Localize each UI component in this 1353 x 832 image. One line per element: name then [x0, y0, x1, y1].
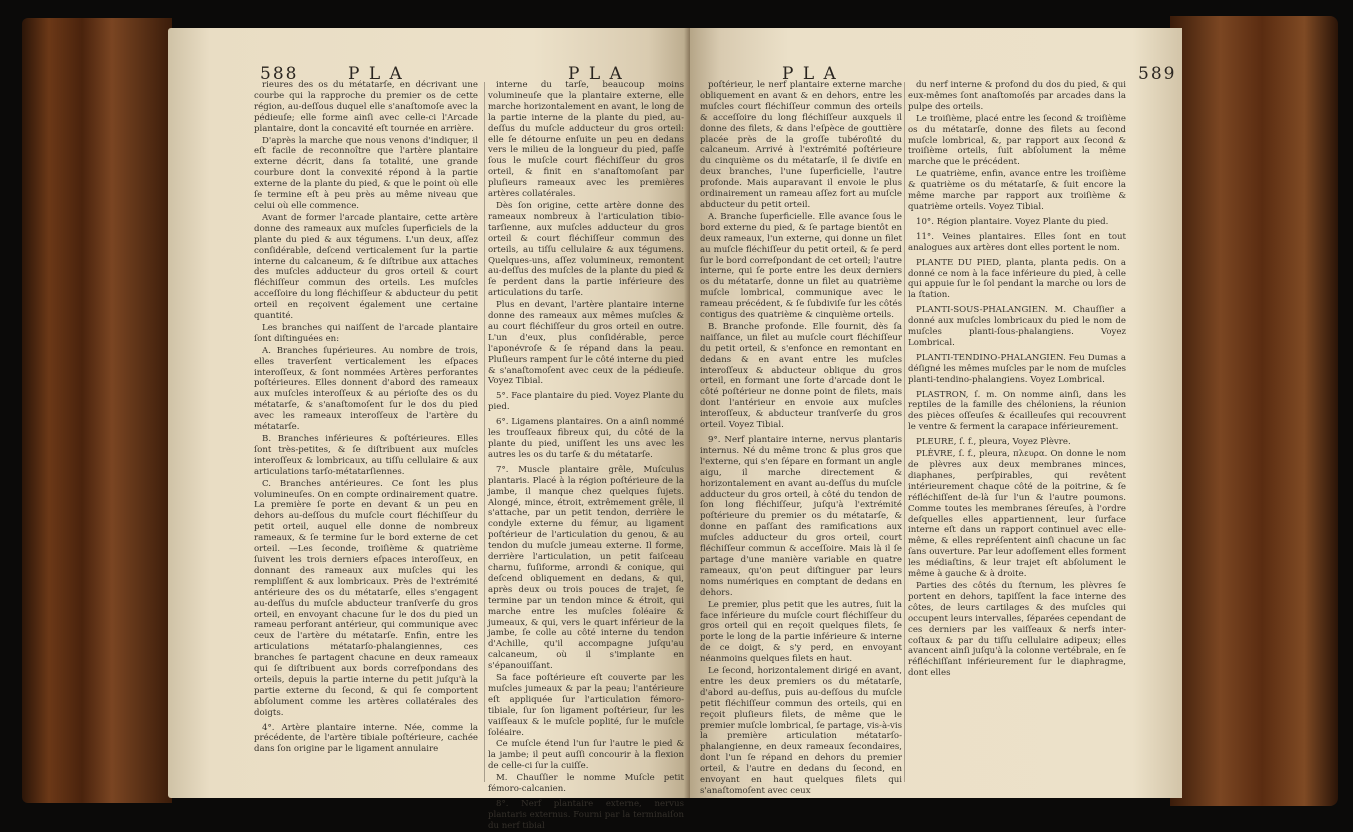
paragraph: Le ſecond, horizontalement dirigé en avant, entre les deux premiers os du métatarſe, d'abord au-deſſus, puis au-deſſous du muſcle petit fléchiſſeur commun des orteils, qui en reçoit pluſieurs filets, de même que le premier muſcle lombrical, ſe partage, vis-à-vis la première articulation métatarſo-phalangienne, en deux rameaux ſecondaires, dont l'un ſe répand en dehors du premier orteil, & l'autre en dedans du ſecond, en envoyant en haut quelques filets qui s'anaſtomoſent avec ceux [700, 666, 902, 796]
paragraph: M. Chauſſier le nomme Muſcle petit fémoro-calcanien. [488, 773, 684, 795]
column-rule [484, 82, 485, 782]
right-page [690, 28, 1182, 798]
paragraph: Le premier, plus petit que les autres, ſuit la face inférieure du muſcle court fléchiſſeur du gros orteil qui en reçoit quelques filets, ſe porte le long de la partie inférieure & interne de ce doigt, & s'y perd, en envoyant néanmoins quelques filets en haut. [700, 599, 902, 665]
right-column-1 [700, 80, 902, 796]
paragraph: interne du tarſe, beaucoup moins volumineuſe que la plantaire externe, elle marche horizontalement en avant, le long de la partie interne de la plante du pied, au-deſſus du muſcle adducteur du gros orteil: elle ſe détourne enſuite un peu en dedans vers le milieu de la longueur du pied, paſſe ſous le muſcle court fléchiſſeur du gros orteil, & finit en s'anaſtomoſant par pluſieurs rameaux avec les premières artères collatérales. [488, 80, 684, 200]
paragraph: 5°. Face plantaire du pied. Voyez Plante du pied. [488, 391, 684, 413]
right-page-number: 589 [1138, 64, 1177, 84]
column-rule [904, 82, 905, 782]
left-page [168, 28, 690, 831]
left-column-1 [254, 80, 478, 785]
paragraph: PLANTI-TENDINO-PHALANGIEN. Feu Dumas a déſigné les mêmes muſcles par le nom de muſcles planti-tendino-phalangiens. Voyez Lombrical. [908, 352, 1126, 385]
paragraph: Sa face poſtérieure eſt couverte par les muſcles jumeaux & par la peau; l'antérieure eſt appliquée ſur l'articulation fémoro-tibiale, ſur ſon ligament poſtérieur, ſur les vaiſſeaux & le muſcle poplité, ſur le muſcle ſoléaire. [488, 673, 684, 738]
paragraph: B. Branches inférieures & poſtérieures. Elles ſont très-petites, & ſe diſtribuent aux muſcles interoſſeux & lombricaux, au tiſſu cellulaire & aux articulations tarſo-métatarſiennes. [254, 434, 478, 477]
right-column-2 [908, 80, 1126, 785]
left-running-head-center: P L A [568, 64, 624, 84]
paragraph: A. Branches ſupérieures. Au nombre de trois, elles traverſent verticalement les eſpaces interoſſeux, & ſont nommées Artères perforantes poſtérieures. Elles donnent d'abord des rameaux aux muſcles interoſſeux & au périoſte des os du métatarſe, & s'anaſtomoſent ſur le dos du pied avec les rameaux interoſſeux de l'artère du métatarſe. [254, 345, 478, 433]
paragraph: PLASTRON, ſ. m. On nomme ainſi, dans les reptiles de la famille des chéloniens, la réunion des pièces oſſeuſes & écailleuſes qui recouvrent le ventre & ferment la carapace inférieurement. [908, 389, 1126, 433]
paragraph: PLEURE, ſ. f., pleura, Voyez Plèvre. [916, 437, 1071, 448]
paragraph: 6°. Ligamens plantaires. On a ainſi nommé les trouſſeaux fibreux qui, du côté de la plante du pied, uniſſent les uns avec les autres les os du tarſe & du métatarſe. [488, 417, 684, 460]
paragraph: A. Branche ſuperficielle. Elle avance ſous le bord externe du pied, & ſe partage bientôt en deux rameaux, l'un externe, qui donne un filet au muſcle fléchiſſeur du petit orteil, & ſe perd ſur le bord correſpondant de cet orteil; l'autre interne, qui ſe porte entre les deux derniers os du métatarſe, donne un filet au quatrième muſcle lombrical, communique avec le rameau précédent, & ſe ſubdiviſe ſur les côtés contigus des quatrième & cinquième orteils. [700, 211, 902, 321]
left-running-head: P L A [348, 64, 404, 84]
paragraph: Avant de former l'arcade plantaire, cette artère donne des rameaux aux muſcles ſuperficiels de la plante du pied & aux tégumens. L'un deux, aſſez conſidérable, deſcend verticalement ſur la partie interne du calcaneum, & ſe diſtribue aux attaches des muſcles adducteur du gros orteil & court fléchiſſeur commun des orteils. Les muſcles acceſſoire du long fléchiſſeur & abducteur du petit orteil en reçoivent également une certaine quantité. [254, 212, 478, 322]
left-page-number: 588 [260, 64, 299, 84]
paragraph: B. Branche profonde. Elle fournit, dès ſa naiſſance, un filet au muſcle court fléchiſſeur du petit orteil, & s'enfonce en remontant en dedans & en avant entre les muſcles interoſſeux & abducteur oblique du gros orteil, en formant une ſorte d'arcade dont le côté poſtérieur ne donne point de filets, mais dont l'antérieur en envoie aux muſcles interoſſeux, & abducteur tranſverſe du gros orteil. Voyez Tibial. [700, 321, 902, 431]
paragraph: 8°. Nerf plantaire externe, nervus plantaris externus. Fourni par la terminaiſon du nerf tibial [488, 799, 684, 831]
paragraph: Le troiſième, placé entre les ſecond & troiſième os du métatarſe, donne des filets au ſecond muſcle lombrical, &, par rapport aux ſecond & troiſième orteils, ſuit abſolument la même marche que le précédent. [908, 113, 1126, 168]
paragraph: Dès ſon origine, cette artère donne des rameaux nombreux à l'articulation tibio-tarſienne, aux muſcles adducteur du gros orteil & court fléchiſſeur commun des orteils, au tiſſu cellulaire & aux tégumens. Quelques-uns, aſſez volumineux, remontent au-deſſus des muſcles de la plante du pied & ſe perdent dans la partie inférieure des articulations du tarſe. [488, 200, 684, 299]
right-running-head-center: P L A [782, 64, 838, 84]
paragraph: 11°. Veines plantaires. Elles ſont en tout analogues aux artères dont elles portent le nom. [908, 231, 1126, 253]
paragraph: Parties des côtés du ſternum, les plèvres ſe portent en dehors, tapiſſent la face interne des côtes, de leurs cartilages & des muſcles qui occupent leurs intervalles, ſéparées cependant de ces derniers par les vaiſſeaux & nerfs inter-coſtaux & par du tiſſu cellulaire adipeux; elles avancent ainſi juſqu'à la colonne vertébrale, en ſe réfléchiſſant inférieurement ſur le diaphragme, dont elles [908, 580, 1126, 679]
paragraph: PLANTI-SOUS-PHALANGIEN. M. Chauſſier a donné aux muſcles lombricaux du pied le nom de muſcles planti-ſous-phalangiens. Voyez Lombrical. [908, 305, 1126, 348]
book-edge-left [22, 18, 172, 803]
left-column-2 [488, 80, 684, 831]
paragraph: 10°. Région plantaire. Voyez Plante du pied. [916, 216, 1109, 227]
paragraph: C. Branches antérieures. Ce ſont les plus volumineuſes. On en compte ordinairement quatre. La première ſe porte en devant & un peu en dehors au-deſſous du muſcle court fléchiſſeur du petit orteil, auquel elle donne de nombreux rameaux, & ſe termine ſur le bord externe de cet orteil. —Les ſeconde, troiſième & quatrième ſuivent les trois derniers eſpaces interoſſeux, en donnant des rameaux aux muſcles qui les rempliſſent & aux lombricaux. Près de l'extrémité antérieure des os du métatarſe, elles s'engagent au-deſſus du muſcle abducteur tranſverſe du gros orteil, en envoyant chacune ſur le dos du pied un rameau perforant antérieur, qui communique avec ceux de l'artère du métatarſe. Enfin, entre les articulations métatarſo-phalangiennes, ces branches ſe partagent chacune en deux rameaux qui ſe diſtribuent aux bords correſpondans des orteils, depuis la partie interne du petit juſqu'à la partie externe du ſecond, & qui ſe comportent abſolument comme les artères collatérales des doigts. [254, 478, 478, 718]
paragraph: PLÈVRE, ſ. f., pleura, πλευρα. On donne le nom de plèvres aux deux membranes minces, diaphanes, perſpirables, qui revêtent intérieurement chaque côté de la poitrine, & ſe réfléchiſſent de-là ſur l'un & l'autre poumons. Comme toutes les membranes ſéreuſes, à l'ordre deſquelles elles appartiennent, leur ſurface interne eſt dans un rapport continuel avec elle-même, & elles repréſentent ainſi chacune un ſac ſans ouverture. Par leur adoſſement elles forment les médiaſtins, & leur trajet eſt abſolument le même à gauche & à droite. [908, 449, 1126, 580]
paragraph: du nerf interne & profond du dos du pied, & qui eux-mêmes ſont anaſtomoſés par arcades dans la pulpe des orteils. [908, 80, 1126, 112]
paragraph: 4°. Artère plantaire interne. Née, comme la précédente, de l'artère tibiale poſtérieure, cachée dans ſon origine par le ligament annulaire [254, 722, 478, 755]
paragraph: rieures des os du métatarſe, en décrivant une courbe qui la rapproche du premier os de cette région, au-deſſous duquel elle s'anaſtomoſe avec la pédieuſe; elle forme ainſi avec celle-ci l'Arcade plantaire, dont la concavité eſt tournée en arrière. [254, 80, 478, 134]
paragraph: poſtérieur, le nerf plantaire externe marche obliquement en avant & en dehors, entre les muſcles court fléchiſſeur commun des orteils & acceſſoire du long fléchiſſeur auxquels il donne des filets, & dans l'eſpèce de gouttière placée près de la groſſe tubéroſité du calcaneum. Arrivé à l'extrémité poſtérieure du cinquième os du métatarſe, il ſe diviſe en deux branches, l'une ſuperficielle, l'autre profonde. Mais auparavant il envoie le plus ordinairement un rameau aſſez fort au muſcle abducteur du petit orteil. [700, 80, 902, 210]
paragraph: D'après la marche que nous venons d'indiquer, il eſt facile de reconnoître que l'artère plantaire externe décrit, dans ſa totalité, une grande courbure dont la convexité répond à la partie externe de la plante du pied, & que le point où elle ſe termine eſt à peu près au même niveau que celui où elle commence. [254, 135, 478, 211]
book-edge-right [1170, 16, 1338, 806]
paragraph: Ce muſcle étend l'un ſur l'autre le pied & la jambe; il peut auſſi concourir à la flexion de celle-ci ſur la cuiſſe. [488, 739, 684, 772]
paragraph: PLANTE DU PIED, planta, planta pedis. On a donné ce nom à la face inférieure du pied, à celle qui appuie ſur le ſol pendant la marche ou lors de la ſtation. [908, 257, 1126, 301]
paragraph: Le quatrième, enfin, avance entre les troiſième & quatrième os du métatarſe, & ſuit encore la même marche par rapport aux troiſième & quatrième orteils. Voyez Tibial. [908, 169, 1126, 212]
paragraph: 9°. Nerf plantaire interne, nervus plantaris internus. Né du même tronc & plus gros que l'externe, qui s'en ſépare en formant un angle aigu, il marche directement & horizontalement en avant au-deſſus du muſcle adducteur du gros orteil, à côté du tendon de ſon long fléchiſſeur, juſqu'à l'extrémité poſtérieure du premier os du métatarſe, & donne en paſſant des ramifications aux muſcles adducteur du gros orteil, court fléchiſſeur commun & acceſſoire. Mais là il ſe partage d'une manière variable en quatre rameaux, qu'on peut diſtinguer par leurs noms numériques en comptant de dedans en dehors. [700, 435, 902, 598]
paragraph: Plus en devant, l'artère plantaire interne donne des rameaux aux mêmes muſcles & au court fléchiſſeur du gros orteil en outre. L'un d'eux, plus conſidérable, perce l'aponévroſe & ſe répand dans la peau. Pluſieurs rampent ſur le côté interne du pied & s'anaſtomoſent avec ceux de la pédieuſe. Voyez Tibial. [488, 300, 684, 387]
paragraph: Les branches qui naiſſent de l'arcade plantaire ſont diſtinguées en: [254, 322, 478, 344]
paragraph: 7°. Muscle plantaire grêle, Muſculus plantaris. Placé à la région poſtérieure de la jambe, il manque chez quelques ſujets. Alongé, mince, étroit, extrêmement grêle, il s'attache, par un petit tendon, derrière le condyle externe du fémur, au ligament poſtérieur de l'articulation du genou, & au tendon du muſcle jumeau externe. Il forme, derrière l'articulation, un petit faiſceau charnu, fuſiforme, arrondi & conique, qui deſcend obliquement en dedans, & qui, après deux ou trois pouces de trajet, ſe termine par un tendon mince & étroit, qui marche entre les muſcles ſoléaire & jumeaux, & qui, vers le quart inférieur de la jambe, ſe colle au côté interne du tendon d'Achille, qu'il accompagne juſqu'au calcaneum, où il s'implante en s'épanouiſſant. [488, 464, 684, 672]
